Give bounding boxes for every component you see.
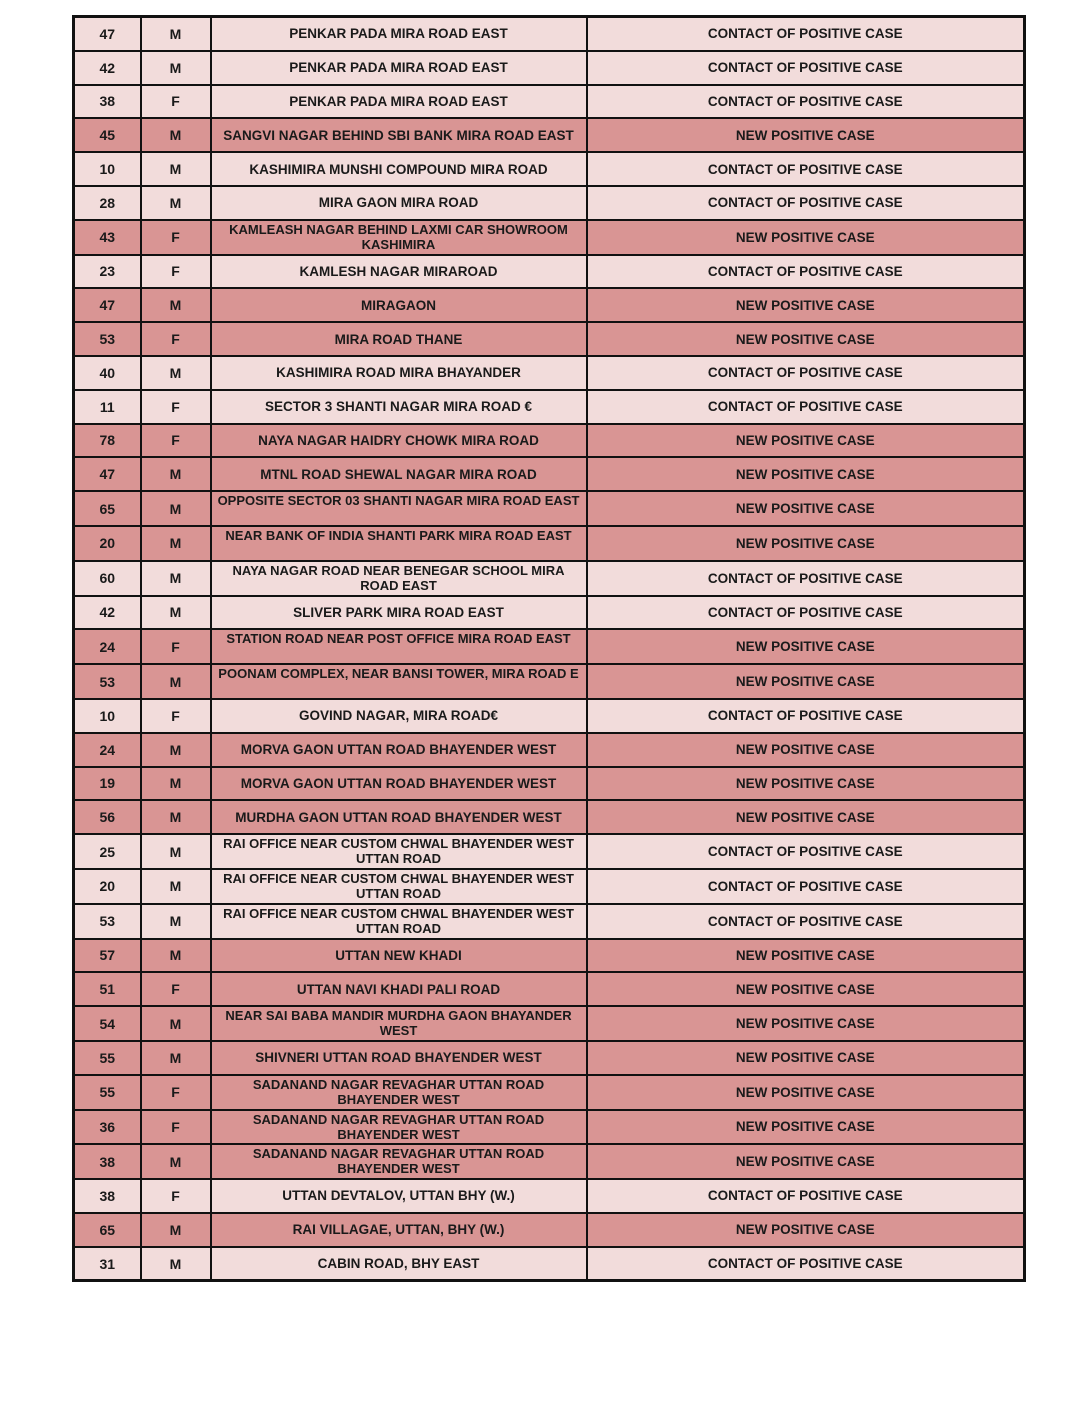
sex-cell: M bbox=[141, 356, 211, 390]
case-type-cell: NEW POSITIVE CASE bbox=[587, 1110, 1025, 1145]
table-row bbox=[74, 491, 1025, 526]
age-cell: 20 bbox=[74, 869, 141, 904]
age-cell: 65 bbox=[74, 1213, 141, 1247]
case-type-cell: NEW POSITIVE CASE bbox=[587, 1006, 1025, 1041]
sex-cell: F bbox=[141, 220, 211, 255]
age-cell: 53 bbox=[74, 322, 141, 356]
case-type-cell: CONTACT OF POSITIVE CASE bbox=[587, 17, 1025, 51]
age-cell: 42 bbox=[74, 51, 141, 85]
address-cell bbox=[211, 220, 587, 255]
case-type-cell: NEW POSITIVE CASE bbox=[587, 800, 1025, 834]
sex-cell: M bbox=[141, 17, 211, 51]
address-cell: KASHIMIRA ROAD MIRA BHAYANDER bbox=[211, 356, 587, 390]
address-cell: KAMLESH NAGAR MIRAROAD bbox=[211, 255, 587, 289]
table-row bbox=[74, 834, 1025, 869]
age-cell: 38 bbox=[74, 85, 141, 119]
age-cell: 38 bbox=[74, 1179, 141, 1213]
age-cell: 60 bbox=[74, 561, 141, 596]
sex-cell: F bbox=[141, 972, 211, 1006]
address-cell bbox=[211, 1144, 587, 1179]
sex-cell: M bbox=[141, 561, 211, 596]
case-type-cell: CONTACT OF POSITIVE CASE bbox=[587, 255, 1025, 289]
sex-cell: M bbox=[141, 904, 211, 939]
table-row bbox=[74, 457, 1025, 491]
age-cell: 10 bbox=[74, 699, 141, 733]
address-cell: KASHIMIRA MUNSHI COMPOUND MIRA ROAD bbox=[211, 152, 587, 186]
case-type-cell: NEW POSITIVE CASE bbox=[587, 118, 1025, 152]
sex-cell: M bbox=[141, 457, 211, 491]
sex-cell: M bbox=[141, 1213, 211, 1247]
address-cell: CABIN ROAD, BHY EAST bbox=[211, 1247, 587, 1281]
address-cell: MIRA ROAD THANE bbox=[211, 322, 587, 356]
address-cell bbox=[211, 904, 587, 939]
case-type-cell: NEW POSITIVE CASE bbox=[587, 1144, 1025, 1179]
case-type-cell: CONTACT OF POSITIVE CASE bbox=[587, 596, 1025, 630]
table-row bbox=[74, 939, 1025, 973]
case-type-cell: CONTACT OF POSITIVE CASE bbox=[587, 186, 1025, 220]
table-row bbox=[74, 664, 1025, 699]
sex-cell: F bbox=[141, 390, 211, 424]
sex-cell: M bbox=[141, 491, 211, 526]
table-row bbox=[74, 1213, 1025, 1247]
address-cell bbox=[211, 526, 587, 561]
address-cell: UTTAN DEVTALOV, UTTAN BHY (W.) bbox=[211, 1179, 587, 1213]
table-row bbox=[74, 699, 1025, 733]
table-row bbox=[74, 288, 1025, 322]
address-cell: NAYA NAGAR HAIDRY CHOWK MIRA ROAD bbox=[211, 424, 587, 458]
age-cell: 23 bbox=[74, 255, 141, 289]
address-cell: MTNL ROAD SHEWAL NAGAR MIRA ROAD bbox=[211, 457, 587, 491]
table-row bbox=[74, 51, 1025, 85]
sex-cell: F bbox=[141, 1179, 211, 1213]
case-type-cell: NEW POSITIVE CASE bbox=[587, 629, 1025, 664]
address-text: RAI OFFICE NEAR CUSTOM CHWAL BHAYENDER WEST UTTAN ROAD bbox=[223, 905, 574, 936]
sex-cell: M bbox=[141, 51, 211, 85]
address-cell bbox=[211, 869, 587, 904]
table-row bbox=[74, 1144, 1025, 1179]
age-cell: 47 bbox=[74, 288, 141, 322]
age-cell: 25 bbox=[74, 834, 141, 869]
case-type-cell: NEW POSITIVE CASE bbox=[587, 288, 1025, 322]
sex-cell: M bbox=[141, 118, 211, 152]
age-cell: 10 bbox=[74, 152, 141, 186]
address-cell: RAI VILLAGAE, UTTAN, BHY (W.) bbox=[211, 1213, 587, 1247]
age-cell: 11 bbox=[74, 390, 141, 424]
case-type-cell: CONTACT OF POSITIVE CASE bbox=[587, 1179, 1025, 1213]
case-type-cell: CONTACT OF POSITIVE CASE bbox=[587, 356, 1025, 390]
address-text: RAI OFFICE NEAR CUSTOM CHWAL BHAYENDER WEST UTTAN ROAD bbox=[223, 836, 574, 867]
table-row bbox=[74, 390, 1025, 424]
table-row bbox=[74, 424, 1025, 458]
case-type-cell: CONTACT OF POSITIVE CASE bbox=[587, 51, 1025, 85]
address-cell: SHIVNERI UTTAN ROAD BHAYENDER WEST bbox=[211, 1041, 587, 1075]
address-cell bbox=[211, 1110, 587, 1145]
age-cell: 57 bbox=[74, 939, 141, 973]
address-cell: PENKAR PADA MIRA ROAD EAST bbox=[211, 51, 587, 85]
sex-cell: M bbox=[141, 1006, 211, 1041]
age-cell: 78 bbox=[74, 424, 141, 458]
case-type-cell: NEW POSITIVE CASE bbox=[587, 972, 1025, 1006]
address-text: NEAR BANK OF INDIA SHANTI PARK MIRA ROAD EAST bbox=[225, 527, 572, 543]
sex-cell: M bbox=[141, 288, 211, 322]
address-cell bbox=[211, 561, 587, 596]
table-row bbox=[74, 596, 1025, 630]
sex-cell: F bbox=[141, 1075, 211, 1110]
address-cell: SLIVER PARK MIRA ROAD EAST bbox=[211, 596, 587, 630]
sex-cell: F bbox=[141, 1110, 211, 1145]
case-type-cell: CONTACT OF POSITIVE CASE bbox=[587, 152, 1025, 186]
age-cell: 47 bbox=[74, 457, 141, 491]
table-row bbox=[74, 904, 1025, 939]
age-cell: 53 bbox=[74, 664, 141, 699]
sex-cell: M bbox=[141, 1041, 211, 1075]
case-type-cell: NEW POSITIVE CASE bbox=[587, 1213, 1025, 1247]
case-type-cell: CONTACT OF POSITIVE CASE bbox=[587, 869, 1025, 904]
age-cell: 20 bbox=[74, 526, 141, 561]
age-cell: 31 bbox=[74, 1247, 141, 1281]
age-cell: 19 bbox=[74, 767, 141, 801]
sex-cell: M bbox=[141, 869, 211, 904]
age-cell: 36 bbox=[74, 1110, 141, 1145]
sex-cell: M bbox=[141, 596, 211, 630]
address-cell: PENKAR PADA MIRA ROAD EAST bbox=[211, 17, 587, 51]
address-text: SADANAND NAGAR REVAGHAR UTTAN ROAD BHAYENDER WEST bbox=[252, 1146, 545, 1177]
age-cell: 40 bbox=[74, 356, 141, 390]
address-text: RAI OFFICE NEAR CUSTOM CHWAL BHAYENDER WEST UTTAN ROAD bbox=[223, 870, 574, 901]
sex-cell: F bbox=[141, 322, 211, 356]
address-cell bbox=[211, 834, 587, 869]
case-list-body bbox=[74, 17, 1025, 1281]
sex-cell: F bbox=[141, 629, 211, 664]
address-text: STATION ROAD NEAR POST OFFICE MIRA ROAD EAST bbox=[226, 631, 571, 647]
case-type-cell: NEW POSITIVE CASE bbox=[587, 767, 1025, 801]
sex-cell: F bbox=[141, 424, 211, 458]
table-row bbox=[74, 1179, 1025, 1213]
case-type-cell: NEW POSITIVE CASE bbox=[587, 220, 1025, 255]
sex-cell: M bbox=[141, 767, 211, 801]
table-row bbox=[74, 972, 1025, 1006]
address-text: SADANAND NAGAR REVAGHAR UTTAN ROAD BHAYENDER WEST bbox=[252, 1076, 545, 1107]
sex-cell: M bbox=[141, 939, 211, 973]
sex-cell: M bbox=[141, 1144, 211, 1179]
case-type-cell: CONTACT OF POSITIVE CASE bbox=[587, 561, 1025, 596]
table-row bbox=[74, 85, 1025, 119]
case-type-cell: CONTACT OF POSITIVE CASE bbox=[587, 834, 1025, 869]
address-cell: UTTAN NAVI KHADI PALI ROAD bbox=[211, 972, 587, 1006]
address-cell: MIRA GAON MIRA ROAD bbox=[211, 186, 587, 220]
case-list-table bbox=[72, 15, 1026, 1282]
case-type-cell: CONTACT OF POSITIVE CASE bbox=[587, 390, 1025, 424]
table-row bbox=[74, 1247, 1025, 1281]
sex-cell: M bbox=[141, 1247, 211, 1281]
table-row bbox=[74, 869, 1025, 904]
address-cell: SECTOR 3 SHANTI NAGAR MIRA ROAD € bbox=[211, 390, 587, 424]
table-row bbox=[74, 526, 1025, 561]
table-row bbox=[74, 1006, 1025, 1041]
age-cell: 45 bbox=[74, 118, 141, 152]
case-type-cell: NEW POSITIVE CASE bbox=[587, 457, 1025, 491]
address-cell bbox=[211, 1006, 587, 1041]
age-cell: 51 bbox=[74, 972, 141, 1006]
address-cell: SANGVI NAGAR BEHIND SBI BANK MIRA ROAD EAST bbox=[211, 118, 587, 152]
case-type-cell: CONTACT OF POSITIVE CASE bbox=[587, 904, 1025, 939]
age-cell: 65 bbox=[74, 491, 141, 526]
table-row bbox=[74, 1075, 1025, 1110]
age-cell: 47 bbox=[74, 17, 141, 51]
table-row bbox=[74, 800, 1025, 834]
address-cell: MORVA GAON UTTAN ROAD BHAYENDER WEST bbox=[211, 767, 587, 801]
address-text: NEAR SAI BABA MANDIR MURDHA GAON BHAYANDER WEST bbox=[225, 1008, 572, 1039]
age-cell: 28 bbox=[74, 186, 141, 220]
table-row bbox=[74, 152, 1025, 186]
address-text: OPPOSITE SECTOR 03 SHANTI NAGAR MIRA ROAD EAST bbox=[217, 493, 580, 509]
case-type-cell: NEW POSITIVE CASE bbox=[587, 491, 1025, 526]
address-cell: PENKAR PADA MIRA ROAD EAST bbox=[211, 85, 587, 119]
case-type-cell: NEW POSITIVE CASE bbox=[587, 1041, 1025, 1075]
table-row bbox=[74, 561, 1025, 596]
age-cell: 54 bbox=[74, 1006, 141, 1041]
address-cell bbox=[211, 664, 587, 699]
sex-cell: M bbox=[141, 733, 211, 767]
table-row bbox=[74, 1041, 1025, 1075]
sex-cell: M bbox=[141, 152, 211, 186]
age-cell: 53 bbox=[74, 904, 141, 939]
sex-cell: M bbox=[141, 800, 211, 834]
age-cell: 43 bbox=[74, 220, 141, 255]
case-type-cell: NEW POSITIVE CASE bbox=[587, 939, 1025, 973]
address-cell: UTTAN NEW KHADI bbox=[211, 939, 587, 973]
address-text: SADANAND NAGAR REVAGHAR UTTAN ROAD BHAYENDER WEST bbox=[252, 1111, 545, 1142]
case-type-cell: CONTACT OF POSITIVE CASE bbox=[587, 699, 1025, 733]
table-row bbox=[74, 17, 1025, 51]
address-text: POONAM COMPLEX, NEAR BANSI TOWER, MIRA ROAD E bbox=[218, 666, 579, 682]
address-cell: MORVA GAON UTTAN ROAD BHAYENDER WEST bbox=[211, 733, 587, 767]
case-type-cell: CONTACT OF POSITIVE CASE bbox=[587, 85, 1025, 119]
table-row bbox=[74, 733, 1025, 767]
case-type-cell: NEW POSITIVE CASE bbox=[587, 322, 1025, 356]
table-row bbox=[74, 255, 1025, 289]
table-row bbox=[74, 629, 1025, 664]
table-row bbox=[74, 1110, 1025, 1145]
case-type-cell: NEW POSITIVE CASE bbox=[587, 1075, 1025, 1110]
age-cell: 56 bbox=[74, 800, 141, 834]
sex-cell: M bbox=[141, 664, 211, 699]
address-cell: MIRAGAON bbox=[211, 288, 587, 322]
address-text: NAYA NAGAR ROAD NEAR BENEGAR SCHOOL MIRA ROAD EAST bbox=[232, 562, 565, 593]
address-cell: MURDHA GAON UTTAN ROAD BHAYENDER WEST bbox=[211, 800, 587, 834]
age-cell: 24 bbox=[74, 629, 141, 664]
case-type-cell: NEW POSITIVE CASE bbox=[587, 526, 1025, 561]
sex-cell: F bbox=[141, 85, 211, 119]
table-row bbox=[74, 118, 1025, 152]
address-text: KAMLEASH NAGAR BEHIND LAXMI CAR SHOWROOM KASHIMIRA bbox=[229, 221, 568, 252]
age-cell: 24 bbox=[74, 733, 141, 767]
case-type-cell: NEW POSITIVE CASE bbox=[587, 424, 1025, 458]
sex-cell: M bbox=[141, 834, 211, 869]
sex-cell: M bbox=[141, 186, 211, 220]
table-row bbox=[74, 322, 1025, 356]
table-row bbox=[74, 356, 1025, 390]
address-cell: GOVIND NAGAR, MIRA ROAD€ bbox=[211, 699, 587, 733]
case-type-cell: CONTACT OF POSITIVE CASE bbox=[587, 1247, 1025, 1281]
address-cell bbox=[211, 629, 587, 664]
address-cell bbox=[211, 1075, 587, 1110]
case-type-cell: NEW POSITIVE CASE bbox=[587, 664, 1025, 699]
sex-cell: F bbox=[141, 255, 211, 289]
table-row bbox=[74, 186, 1025, 220]
case-type-cell: NEW POSITIVE CASE bbox=[587, 733, 1025, 767]
age-cell: 42 bbox=[74, 596, 141, 630]
age-cell: 55 bbox=[74, 1041, 141, 1075]
table-row bbox=[74, 220, 1025, 255]
age-cell: 38 bbox=[74, 1144, 141, 1179]
sex-cell: M bbox=[141, 526, 211, 561]
address-cell bbox=[211, 491, 587, 526]
sex-cell: F bbox=[141, 699, 211, 733]
age-cell: 55 bbox=[74, 1075, 141, 1110]
table-row bbox=[74, 767, 1025, 801]
